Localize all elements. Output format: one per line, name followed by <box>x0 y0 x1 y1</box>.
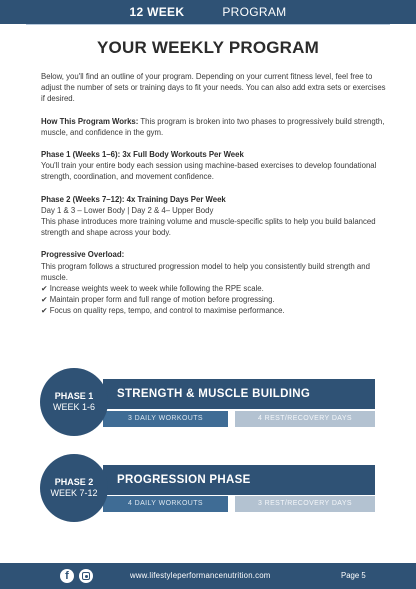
phase2-heading: Phase 2 (Weeks 7–12): 4x Training Days Per Week <box>41 194 226 204</box>
header-week-label: 12 WEEK <box>129 5 185 19</box>
program-description <box>41 71 389 317</box>
phase1-heading: Phase 1 (Weeks 1–6): 3x Full Body Workouts Per Week <box>41 150 244 160</box>
page-number: Page 5 <box>341 571 366 580</box>
facebook-icon[interactable]: f <box>60 569 74 583</box>
phase2-text: This phase introduces more training volume and muscle-specific splits to help you build balanced strength and shape across your body. <box>41 217 376 238</box>
overload-item: ✔ Increase weights week to week while following the RPE scale. <box>41 284 264 294</box>
phase2-workouts: 4 DAILY WORKOUTS <box>103 496 228 512</box>
overload-text: This program follows a structured progression model to help you consistently build strength and muscle. <box>41 261 370 282</box>
phase1-rest: 4 REST/RECOVERY DAYS <box>235 411 375 427</box>
phase2-title: PROGRESSION PHASE <box>117 474 251 486</box>
footer-bar <box>0 563 416 589</box>
intro-paragraph: Below, you'll find an outline of your program. Depending on your current fitness level, feel free to adjust the number of sets or training days to fit your needs. You can also add extra sets or exercises if desired. <box>41 72 386 104</box>
phase2-badge <box>40 454 108 522</box>
phase1-weeks: WEEK 1-6 <box>52 402 95 412</box>
footer-website-link[interactable]: www.lifestyleperformancenutrition.com <box>130 571 271 580</box>
phase2-weeks: WEEK 7-12 <box>50 488 98 498</box>
overload-item: ✔ Maintain proper form and full range of motion before progressing. <box>41 295 275 305</box>
phase1-label: PHASE 1 <box>54 391 94 401</box>
overload-heading: Progressive Overload: <box>41 250 125 260</box>
how-it-works-label: How This Program Works: <box>41 116 139 126</box>
phase1-workouts: 3 DAILY WORKOUTS <box>103 411 228 427</box>
header-program-label: PROGRAM <box>222 5 287 19</box>
phase2-label: PHASE 2 <box>54 477 94 487</box>
how-it-works-paragraph <box>41 116 389 138</box>
phase1-text: You'll train your entire body each session using machine-based exercises to develop foundational strength, coordination, and movement confidence. <box>41 161 377 182</box>
how-it-works-text: This program is broken into two phases to progressively build strength, muscle, and confidence in the gym. <box>41 116 385 137</box>
phase2-split: Day 1 & 3 – Lower Body | Day 2 & 4– Upper Body <box>41 205 214 215</box>
overload-item: ✔ Focus on quality reps, tempo, and control to maximise performance. <box>41 306 285 316</box>
phase2-rest: 3 REST/RECOVERY DAYS <box>235 496 375 512</box>
instagram-icon[interactable] <box>79 569 93 583</box>
page-title: YOUR WEEKLY PROGRAM <box>97 38 319 57</box>
phase1-badge <box>40 368 108 436</box>
header-bar <box>0 0 416 24</box>
header-divider <box>26 24 390 25</box>
phase1-title: STRENGTH & MUSCLE BUILDING <box>117 388 311 400</box>
